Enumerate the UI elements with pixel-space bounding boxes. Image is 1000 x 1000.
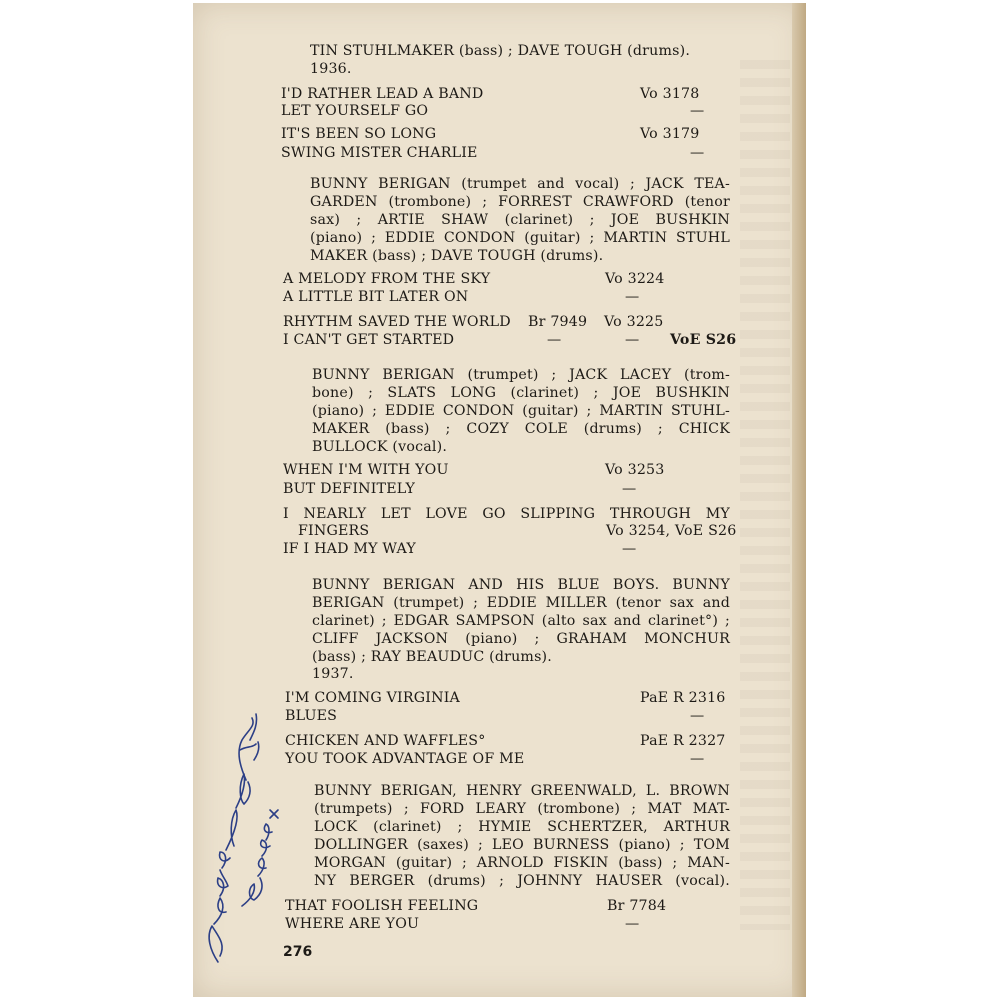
personnel-line: clarinet) ; EDGAR SAMPSON (alto sax and clarinet°) ;	[312, 613, 730, 629]
record-number: Vo 3253	[605, 462, 665, 478]
record-number: Br 7784	[607, 898, 667, 914]
personnel-line: DOLLINGER (saxes) ; LEO BURNESS (piano) ; TOM	[314, 837, 730, 853]
song-title: IF I HAD MY WAY	[283, 541, 416, 557]
song-title: A LITTLE BIT LATER ON	[283, 289, 469, 305]
ditto-mark: —	[547, 332, 562, 348]
year-label: 1936.	[310, 61, 352, 77]
personnel-line: CLIFF JACKSON (piano) ; GRAHAM MONCHUR	[312, 631, 730, 647]
song-title: RHYTHM SAVED THE WORLD	[283, 314, 511, 330]
autograph-signature	[196, 700, 286, 970]
personnel-line: (piano) ; EDDIE CONDON (guitar) ; MARTIN STUHL	[310, 230, 730, 246]
record-number: VoE S26	[670, 332, 737, 348]
personnel-line: GARDEN (trombone) ; FORREST CRAWFORD (tenor	[310, 194, 730, 210]
record-number: Vo 3225	[604, 314, 664, 330]
song-title: CHICKEN AND WAFFLES°	[285, 733, 486, 749]
song-title: A MELODY FROM THE SKY	[283, 271, 491, 287]
page-number: 276	[283, 944, 313, 960]
record-number: Vo 3224	[605, 271, 665, 287]
record-number: Vo 3178	[640, 86, 700, 102]
personnel-line: BUNNY BERIGAN (trumpet and vocal) ; JACK TEA-	[310, 176, 730, 192]
page-edge	[792, 3, 806, 997]
song-title: I CAN'T GET STARTED	[283, 332, 455, 348]
song-title: THAT FOOLISH FEELING	[285, 898, 479, 914]
personnel-line: (trumpets) ; FORD LEARY (trombone) ; MAT MAT-	[314, 801, 730, 817]
personnel-line: (bass) ; RAY BEAUDUC (drums).	[312, 649, 552, 665]
year-label: 1937.	[312, 666, 354, 682]
song-title: BUT DEFINITELY	[283, 481, 416, 497]
ditto-mark: —	[690, 751, 705, 767]
personnel-line: LOCK (clarinet) ; HYMIE SCHERTZER, ARTHUR	[314, 819, 730, 835]
song-title: FINGERS	[298, 523, 370, 539]
personnel-line: bone) ; SLATS LONG (clarinet) ; JOE BUSHKIN	[312, 385, 730, 401]
personnel-line: MAKER (bass) ; DAVE TOUGH (drums).	[310, 248, 604, 264]
personnel-line: BUNNY BERIGAN (trumpet) ; JACK LACEY (trom-	[312, 367, 730, 383]
personnel-line: BULLOCK (vocal).	[312, 439, 448, 455]
song-title: BLUES	[285, 708, 338, 724]
song-title: LET YOURSELF GO	[281, 103, 429, 119]
personnel-line: MAKER (bass) ; COZY COLE (drums) ; CHICK	[312, 421, 730, 437]
ditto-mark: —	[690, 145, 705, 161]
record-number: Vo 3254, VoE S26	[606, 523, 737, 539]
song-title: WHERE ARE YOU	[285, 916, 420, 932]
record-number: PaE R 2316	[640, 690, 726, 706]
show-through	[740, 60, 790, 930]
song-title: I'D RATHER LEAD A BAND	[281, 86, 484, 102]
ditto-mark: —	[622, 541, 637, 557]
ditto-mark: —	[622, 481, 637, 497]
record-number: Vo 3179	[640, 126, 700, 142]
record-number: PaE R 2327	[640, 733, 726, 749]
song-title: I'M COMING VIRGINIA	[285, 690, 460, 706]
personnel-line: BUNNY BERIGAN, HENRY GREENWALD, L. BROWN	[314, 783, 730, 799]
record-number: Br 7949	[528, 314, 588, 330]
song-title: SWING MISTER CHARLIE	[281, 145, 478, 161]
song-title: WHEN I'M WITH YOU	[283, 462, 449, 478]
personnel-line: BUNNY BERIGAN AND HIS BLUE BOYS. BUNNY	[312, 577, 730, 593]
personnel-line: NY BERGER (drums) ; JOHNNY HAUSER (vocal).	[314, 873, 730, 889]
ditto-mark: —	[690, 103, 705, 119]
personnel-line: sax) ; ARTIE SHAW (clarinet) ; JOE BUSHKIN	[310, 212, 730, 228]
ditto-mark: —	[625, 289, 640, 305]
song-title: YOU TOOK ADVANTAGE OF ME	[285, 751, 525, 767]
ditto-mark: —	[625, 332, 640, 348]
personnel-line: TIN STUHLMAKER (bass) ; DAVE TOUGH (drums).	[310, 43, 691, 59]
ditto-mark: —	[625, 916, 640, 932]
song-title: I NEARLY LET LOVE GO SLIPPING THROUGH MY	[283, 506, 730, 522]
ditto-mark: —	[690, 708, 705, 724]
personnel-line: (piano) ; EDDIE CONDON (guitar) ; MARTIN STUHL-	[312, 403, 730, 419]
personnel-line: BERIGAN (trumpet) ; EDDIE MILLER (tenor sax and	[312, 595, 730, 611]
personnel-line: MORGAN (guitar) ; ARNOLD FISKIN (bass) ; MAN-	[314, 855, 730, 871]
song-title: IT'S BEEN SO LONG	[281, 126, 437, 142]
